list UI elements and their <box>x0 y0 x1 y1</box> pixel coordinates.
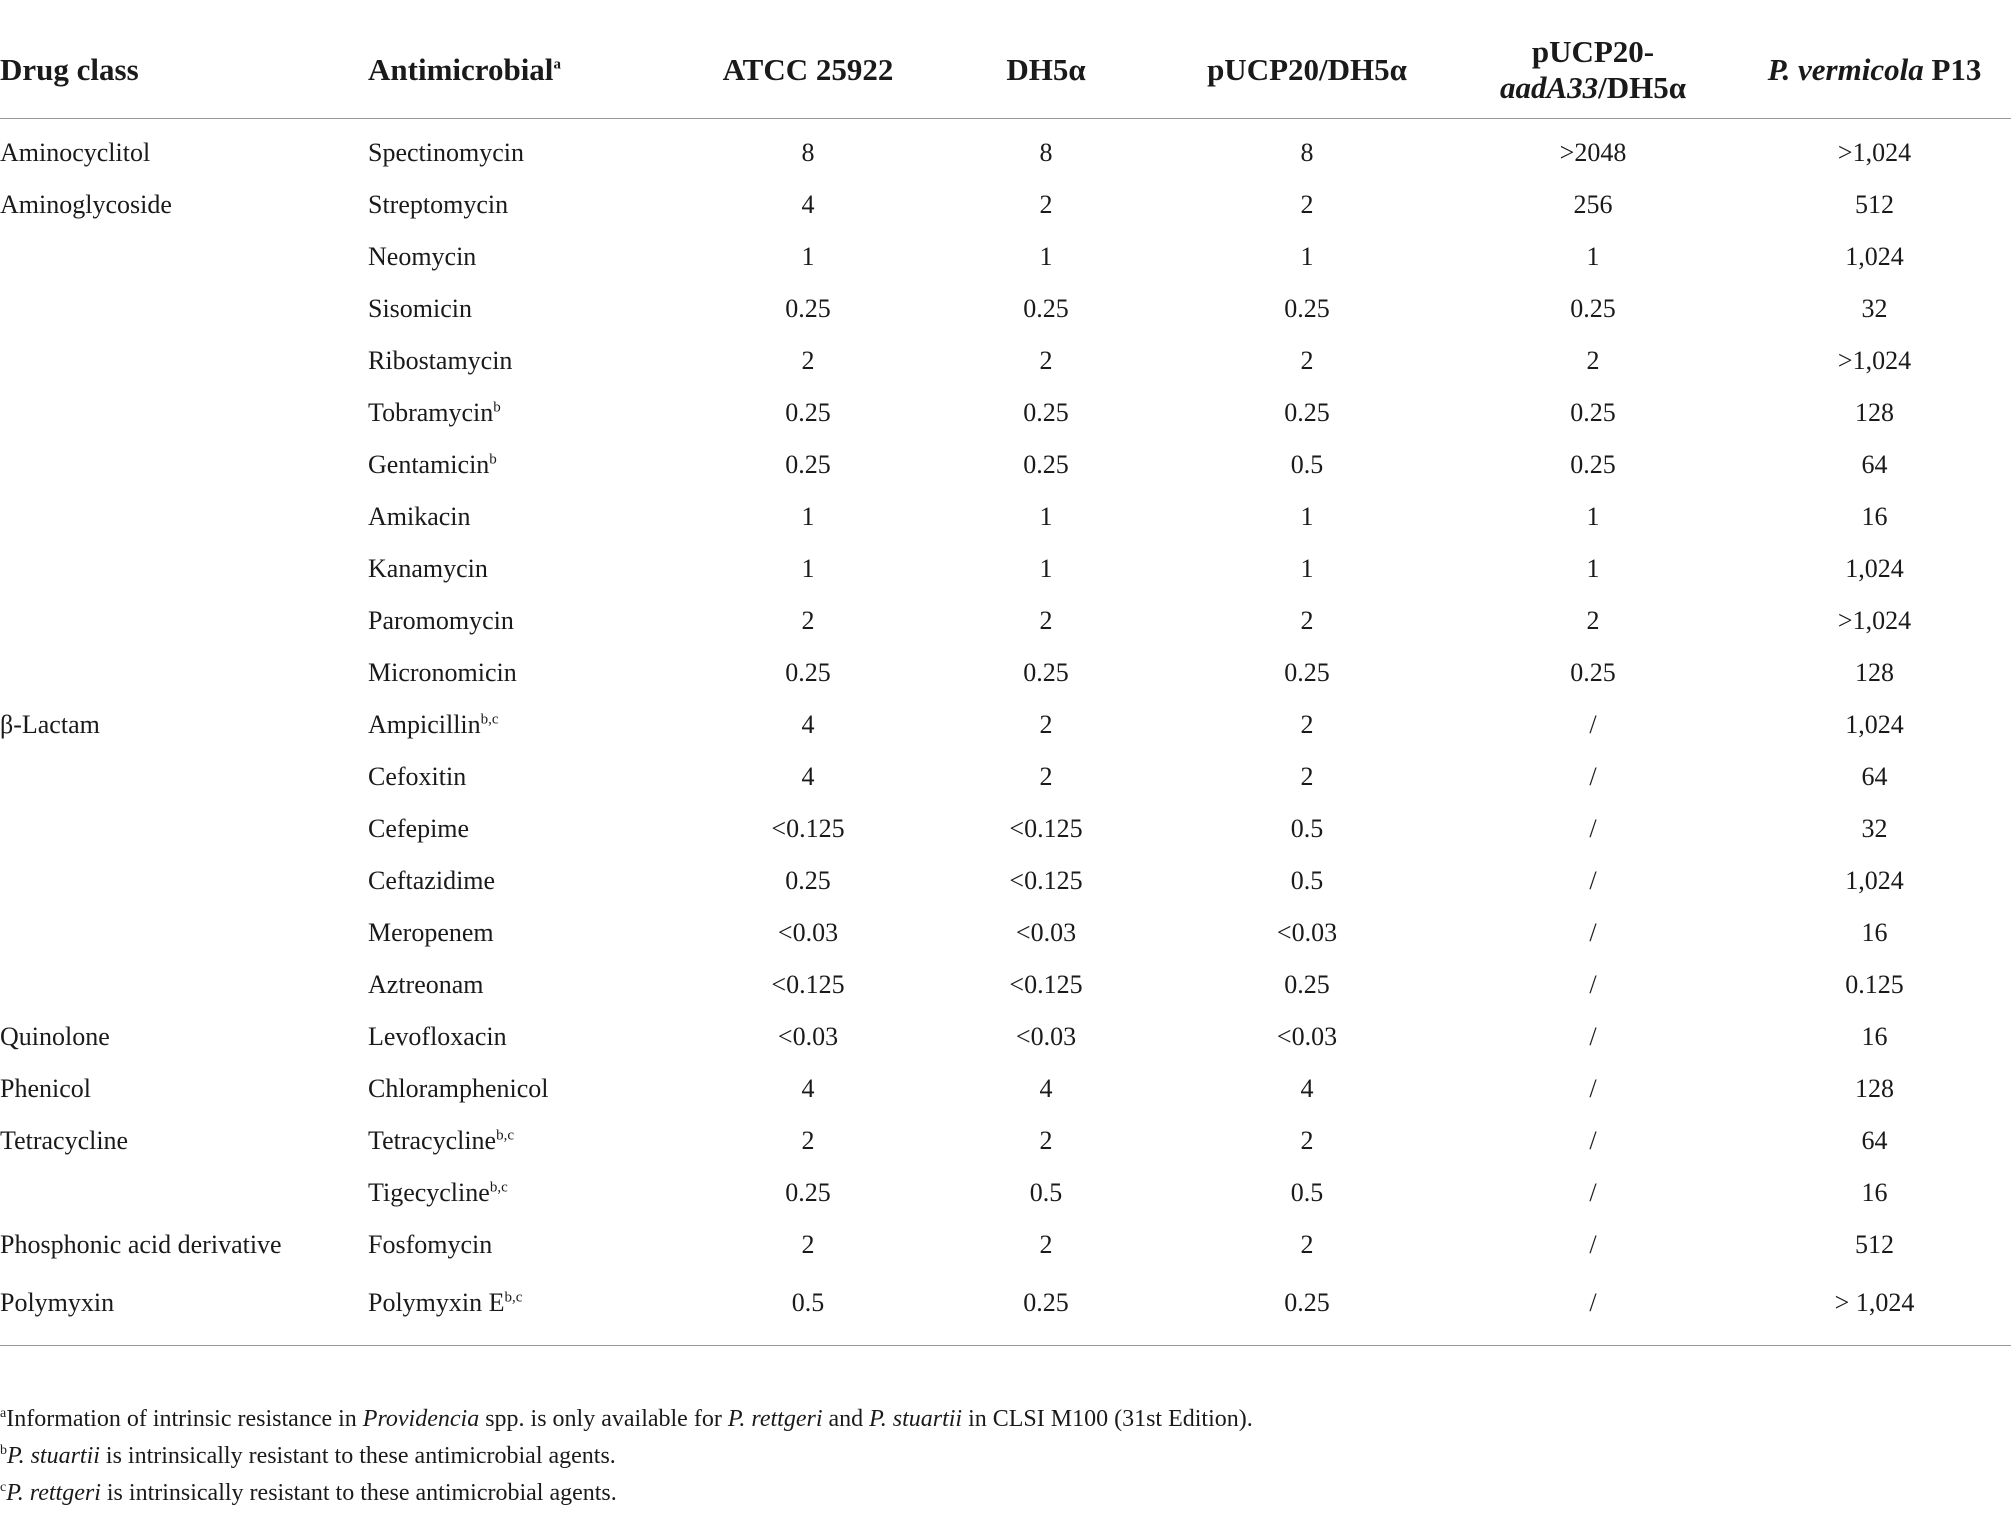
antimicrobial-name: Neomycin <box>368 242 477 271</box>
mic-value-p-vermicola-p13: 512 <box>1855 190 1894 219</box>
drug-class-cell <box>0 595 368 647</box>
mic-value-p-vermicola-p13: 1,024 <box>1845 554 1904 583</box>
footnote-c: $^c$P. rettgeri is intrinsically resistant to these antimicrobial agents. <box>0 1480 617 1506</box>
mic-value-pucp20-aada33-dh5a: 2 <box>1586 346 1600 375</box>
table-row <box>0 335 2011 387</box>
drug-class-cell: β-Lactam <box>0 710 100 739</box>
mic-value-pucp20-dh5a: 2 <box>1300 346 1314 375</box>
mic-value-p-vermicola-p13: 32 <box>1861 294 1888 323</box>
mic-value-pucp20-dh5a: 0.5 <box>1290 450 1324 479</box>
mic-value-atcc-25922: 1 <box>801 502 815 531</box>
antimicrobial-cell <box>368 491 690 543</box>
mic-value-p-vermicola-p13: 64 <box>1861 762 1888 791</box>
antimicrobial-name: Cefoxitin <box>368 762 467 791</box>
mic-value-p-vermicola-p13: 0.125 <box>1845 970 1904 999</box>
table-row <box>0 1115 2011 1167</box>
mic-value-pucp20-aada33-dh5a: >2048 <box>1559 138 1627 167</box>
mic-value-p-vermicola-p13: >1,024 <box>1837 138 1912 167</box>
mic-value-atcc-25922: 2 <box>801 346 815 375</box>
antimicrobial-cell <box>368 543 690 595</box>
header-pucp20-dh5a: pUCP20/DH5α <box>1166 22 1448 119</box>
table-row <box>0 699 2011 751</box>
drug-class-cell: Aminoglycoside <box>0 190 172 219</box>
antimicrobial-cell <box>368 387 690 439</box>
table-row <box>0 959 2011 1011</box>
antimicrobial-name: Ribostamycin <box>368 346 513 375</box>
mic-value-p-vermicola-p13: 128 <box>1855 1074 1894 1103</box>
antimicrobial-cell <box>368 751 690 803</box>
mic-value-atcc-25922: 0.25 <box>785 866 831 895</box>
mic-value-dh5a: 2 <box>1039 190 1053 219</box>
drug-class-cell <box>0 907 368 959</box>
drug-class-cell <box>0 803 368 855</box>
antimicrobial-name: Tigecycline <box>368 1178 490 1207</box>
antimicrobial-cell <box>368 699 690 751</box>
footnote-mark: b,c <box>496 1127 515 1144</box>
mic-value-atcc-25922: 4 <box>801 190 815 219</box>
antimicrobial-name: Meropenem <box>368 918 494 947</box>
antimicrobial-name: Gentamicin <box>368 450 490 479</box>
mic-value-pucp20-aada33-dh5a: / <box>1589 762 1597 791</box>
drug-class-cell <box>0 959 368 1011</box>
mic-value-atcc-25922: 1 <box>801 554 815 583</box>
mic-value-p-vermicola-p13: 32 <box>1861 814 1888 843</box>
footnote-mark: b <box>493 399 501 416</box>
mic-value-pucp20-aada33-dh5a: / <box>1589 710 1597 739</box>
mic-value-dh5a: 2 <box>1039 1230 1053 1259</box>
mic-value-dh5a: 8 <box>1039 138 1053 167</box>
drug-class-cell <box>0 1167 368 1219</box>
mic-value-dh5a: 0.25 <box>926 1271 1166 1346</box>
mic-value-pucp20-aada33-dh5a: / <box>1589 866 1597 895</box>
mic-value-pucp20-dh5a: 0.25 <box>1284 658 1330 687</box>
mic-value-dh5a: <0.03 <box>1015 1022 1077 1051</box>
mic-value-p-vermicola-p13: > 1,024 <box>1738 1271 2011 1346</box>
table-row <box>0 231 2011 283</box>
table-row <box>0 1167 2011 1219</box>
mic-value-dh5a: <0.125 <box>1009 970 1083 999</box>
antimicrobial-name: Chloramphenicol <box>368 1074 549 1103</box>
mic-value-pucp20-aada33-dh5a: / <box>1589 814 1597 843</box>
mic-value-dh5a: 0.25 <box>1023 658 1069 687</box>
antimicrobial-name: Paromomycin <box>368 606 514 635</box>
mic-value-p-vermicola-p13: 16 <box>1861 918 1888 947</box>
mic-value-atcc-25922: 2 <box>801 1230 815 1259</box>
footnote-mark: b,c <box>504 1289 523 1306</box>
table-row <box>0 543 2011 595</box>
drug-class-cell: Phosphonic acid derivative <box>0 1230 282 1259</box>
mic-value-atcc-25922: 1 <box>801 242 815 271</box>
drug-class-cell: Aminocyclitol <box>0 138 151 167</box>
antimicrobial-cell <box>368 1219 690 1271</box>
table-row <box>0 179 2011 231</box>
mic-value-pucp20-dh5a: 0.5 <box>1290 1178 1324 1207</box>
mic-value-pucp20-aada33-dh5a: / <box>1589 1022 1597 1051</box>
mic-value-pucp20-aada33-dh5a: / <box>1589 918 1597 947</box>
mic-value-p-vermicola-p13: 16 <box>1861 1178 1888 1207</box>
antimicrobial-cell <box>368 439 690 491</box>
table-row <box>0 907 2011 959</box>
antimicrobial-name: Micronomicin <box>368 658 517 687</box>
mic-value-pucp20-aada33-dh5a: 2 <box>1586 606 1600 635</box>
mic-value-atcc-25922: 0.25 <box>785 1178 831 1207</box>
mic-value-pucp20-dh5a: <0.03 <box>1276 1022 1338 1051</box>
mic-value-pucp20-dh5a: 0.5 <box>1290 866 1324 895</box>
mic-value-dh5a: 2 <box>1039 1126 1053 1155</box>
antimicrobial-cell <box>368 231 690 283</box>
mic-value-dh5a: 1 <box>1039 242 1053 271</box>
mic-value-dh5a: 1 <box>1039 554 1053 583</box>
antimicrobial-name: Ampicillin <box>368 710 481 739</box>
mic-value-pucp20-aada33-dh5a: 1 <box>1586 554 1600 583</box>
mic-value-atcc-25922: 0.25 <box>785 398 831 427</box>
drug-class-cell <box>0 439 368 491</box>
mic-value-dh5a: <0.125 <box>1009 814 1083 843</box>
mic-value-p-vermicola-p13: 128 <box>1855 658 1894 687</box>
mic-value-p-vermicola-p13: 1,024 <box>1845 866 1904 895</box>
mic-value-p-vermicola-p13: 512 <box>1855 1230 1894 1259</box>
table-row <box>0 283 2011 335</box>
mic-value-pucp20-dh5a: 0.25 <box>1284 970 1330 999</box>
mic-value-pucp20-dh5a: 2 <box>1300 710 1314 739</box>
antimicrobial-cell <box>368 907 690 959</box>
drug-class-cell <box>0 335 368 387</box>
mic-value-atcc-25922: 8 <box>801 138 815 167</box>
antimicrobial-name: Polymyxin E <box>368 1288 505 1317</box>
table-row <box>0 1063 2011 1115</box>
mic-value-atcc-25922: 0.25 <box>785 450 831 479</box>
table-row <box>0 491 2011 543</box>
antimicrobial-name: Cefepime <box>368 814 470 843</box>
antimicrobial-cell <box>368 1115 690 1167</box>
mic-value-dh5a: 0.25 <box>1023 398 1069 427</box>
antimicrobial-name: Aztreonam <box>368 970 484 999</box>
footnote-mark: b,c <box>489 1179 508 1196</box>
mic-value-atcc-25922: <0.03 <box>777 1022 839 1051</box>
mic-value-pucp20-aada33-dh5a: 256 <box>1573 190 1613 219</box>
mic-table <box>0 22 2011 1346</box>
mic-value-atcc-25922: <0.03 <box>777 918 839 947</box>
mic-value-pucp20-aada33-dh5a: 0.25 <box>1570 658 1616 687</box>
mic-value-pucp20-aada33-dh5a: / <box>1589 1074 1597 1103</box>
antimicrobial-cell <box>368 959 690 1011</box>
drug-class-cell <box>0 647 368 699</box>
antimicrobial-name: Ceftazidime <box>368 866 496 895</box>
table-row <box>0 855 2011 907</box>
mic-value-pucp20-aada33-dh5a: / <box>1589 970 1597 999</box>
mic-value-atcc-25922: 2 <box>801 1126 815 1155</box>
mic-value-pucp20-aada33-dh5a: 1 <box>1586 502 1600 531</box>
mic-value-dh5a: 1 <box>1039 502 1053 531</box>
mic-value-pucp20-dh5a: 0.25 <box>1284 398 1330 427</box>
antimicrobial-name: Tobramycin <box>368 398 494 427</box>
mic-value-dh5a: 0.5 <box>1029 1178 1063 1207</box>
mic-value-dh5a: 2 <box>1039 710 1053 739</box>
table-row <box>0 1271 2011 1346</box>
drug-class-cell: Polymyxin <box>0 1271 368 1346</box>
mic-value-p-vermicola-p13: 16 <box>1861 502 1888 531</box>
mic-value-p-vermicola-p13: 16 <box>1861 1022 1888 1051</box>
mic-value-pucp20-dh5a: 2 <box>1300 1126 1314 1155</box>
table-row <box>0 439 2011 491</box>
table-row <box>0 1011 2011 1063</box>
mic-value-pucp20-aada33-dh5a: / <box>1589 1230 1597 1259</box>
header-antimicrobial: Antimicrobial$^a$ <box>368 22 690 119</box>
mic-value-dh5a: 0.25 <box>1023 294 1069 323</box>
mic-value-p-vermicola-p13: 1,024 <box>1845 710 1904 739</box>
footnote-mark: b,c <box>480 711 499 728</box>
table-row <box>0 1219 2011 1271</box>
header-atcc-25922: ATCC 25922 <box>690 22 926 119</box>
table-row <box>0 803 2011 855</box>
table-row <box>0 119 2011 180</box>
antimicrobial-name: Fosfomycin <box>368 1230 493 1259</box>
mic-value-pucp20-dh5a: 1 <box>1300 242 1314 271</box>
antimicrobial-cell <box>368 179 690 231</box>
drug-class-cell <box>0 387 368 439</box>
mic-value-pucp20-aada33-dh5a: / <box>1589 1178 1597 1207</box>
mic-value-pucp20-aada33-dh5a: 0.25 <box>1570 294 1616 323</box>
mic-value-p-vermicola-p13: 64 <box>1861 1126 1888 1155</box>
mic-value-dh5a: 2 <box>1039 606 1053 635</box>
mic-value-pucp20-aada33-dh5a: 1 <box>1586 242 1600 271</box>
drug-class-cell <box>0 543 368 595</box>
mic-value-atcc-25922: 0.25 <box>785 294 831 323</box>
header-p-vermicola-p13: P. vermicola P13 <box>1738 22 2011 119</box>
mic-value-atcc-25922: <0.125 <box>771 814 845 843</box>
mic-value-dh5a: 2 <box>1039 762 1053 791</box>
table-row <box>0 751 2011 803</box>
antimicrobial-name: Levofloxacin <box>368 1022 507 1051</box>
mic-value-atcc-25922: <0.125 <box>771 970 845 999</box>
antimicrobial-cell <box>368 1063 690 1115</box>
header-pucp20-aada33-dh5a: pUCP20- aadA33/DH5α <box>1448 22 1738 119</box>
mic-value-p-vermicola-p13: 64 <box>1861 450 1888 479</box>
footnote-b: $^b$P. stuartii is intrinsically resistant to these antimicrobial agents. <box>0 1443 616 1469</box>
mic-value-pucp20-dh5a: 1 <box>1300 502 1314 531</box>
antimicrobial-cell <box>368 1271 690 1346</box>
mic-value-p-vermicola-p13: >1,024 <box>1837 606 1912 635</box>
antimicrobial-name: Sisomicin <box>368 294 473 323</box>
mic-value-pucp20-dh5a: 0.5 <box>1290 814 1324 843</box>
footnote-mark: a <box>553 56 561 73</box>
mic-value-p-vermicola-p13: >1,024 <box>1837 346 1912 375</box>
drug-class-cell <box>0 751 368 803</box>
antimicrobial-cell <box>368 647 690 699</box>
mic-value-dh5a: 2 <box>1039 346 1053 375</box>
drug-class-cell: Phenicol <box>0 1074 91 1103</box>
antimicrobial-cell <box>368 283 690 335</box>
mic-value-dh5a: <0.125 <box>1009 866 1083 895</box>
antimicrobial-name: Amikacin <box>368 502 471 531</box>
mic-value-atcc-25922: 0.25 <box>785 658 831 687</box>
antimicrobial-cell <box>368 803 690 855</box>
drug-class-cell: Tetracycline <box>0 1126 129 1155</box>
mic-value-atcc-25922: 4 <box>801 762 815 791</box>
antimicrobial-name: Spectinomycin <box>368 138 524 167</box>
antimicrobial-name: Streptomycin <box>368 190 509 219</box>
drug-class-cell <box>0 231 368 283</box>
mic-value-pucp20-dh5a: 2 <box>1300 762 1314 791</box>
mic-value-atcc-25922: 4 <box>801 1074 815 1103</box>
table-row <box>0 647 2011 699</box>
mic-value-pucp20-dh5a: 4 <box>1300 1074 1314 1103</box>
drug-class-cell <box>0 283 368 335</box>
antimicrobial-cell <box>368 335 690 387</box>
table-row <box>0 387 2011 439</box>
mic-value-pucp20-aada33-dh5a: / <box>1448 1271 1738 1346</box>
antimicrobial-name: Kanamycin <box>368 554 488 583</box>
header-row <box>0 22 2011 119</box>
header-drug-class: Drug class <box>0 22 368 119</box>
table-row <box>0 595 2011 647</box>
mic-value-p-vermicola-p13: 1,024 <box>1845 242 1904 271</box>
antimicrobial-cell <box>368 595 690 647</box>
mic-value-pucp20-dh5a: 2 <box>1300 1230 1314 1259</box>
mic-value-pucp20-dh5a: 0.25 <box>1284 294 1330 323</box>
mic-value-p-vermicola-p13: 128 <box>1855 398 1894 427</box>
footnote-a: $^a$Information of intrinsic resistance in Providencia spp. is only available for P. rettgeri and P. stuartii in CLSI M100 (31st Edition). <box>0 1406 1253 1432</box>
mic-value-pucp20-dh5a: 2 <box>1300 606 1314 635</box>
antimicrobial-cell <box>368 1167 690 1219</box>
drug-class-cell <box>0 855 368 907</box>
footnote-mark: b <box>489 451 497 468</box>
antimicrobial-cell <box>368 119 690 180</box>
mic-value-pucp20-dh5a: 1 <box>1300 554 1314 583</box>
mic-value-dh5a: 0.25 <box>1023 450 1069 479</box>
mic-value-pucp20-dh5a: <0.03 <box>1276 918 1338 947</box>
mic-value-atcc-25922: 4 <box>801 710 815 739</box>
drug-class-cell <box>0 491 368 543</box>
mic-value-pucp20-dh5a: 2 <box>1300 190 1314 219</box>
antimicrobial-cell <box>368 855 690 907</box>
mic-value-dh5a: 4 <box>1039 1074 1053 1103</box>
mic-value-dh5a: <0.03 <box>1015 918 1077 947</box>
mic-value-atcc-25922: 2 <box>801 606 815 635</box>
drug-class-cell: Quinolone <box>0 1022 110 1051</box>
header-dh5a: DH5α <box>926 22 1166 119</box>
antimicrobial-name: Tetracycline <box>368 1126 497 1155</box>
mic-value-pucp20-aada33-dh5a: 0.25 <box>1570 450 1616 479</box>
mic-value-pucp20-dh5a: 0.25 <box>1166 1271 1448 1346</box>
antimicrobial-cell <box>368 1011 690 1063</box>
mic-value-pucp20-aada33-dh5a: / <box>1589 1126 1597 1155</box>
mic-value-pucp20-aada33-dh5a: 0.25 <box>1570 398 1616 427</box>
mic-value-pucp20-dh5a: 8 <box>1300 138 1314 167</box>
mic-value-atcc-25922: 0.5 <box>690 1271 926 1346</box>
